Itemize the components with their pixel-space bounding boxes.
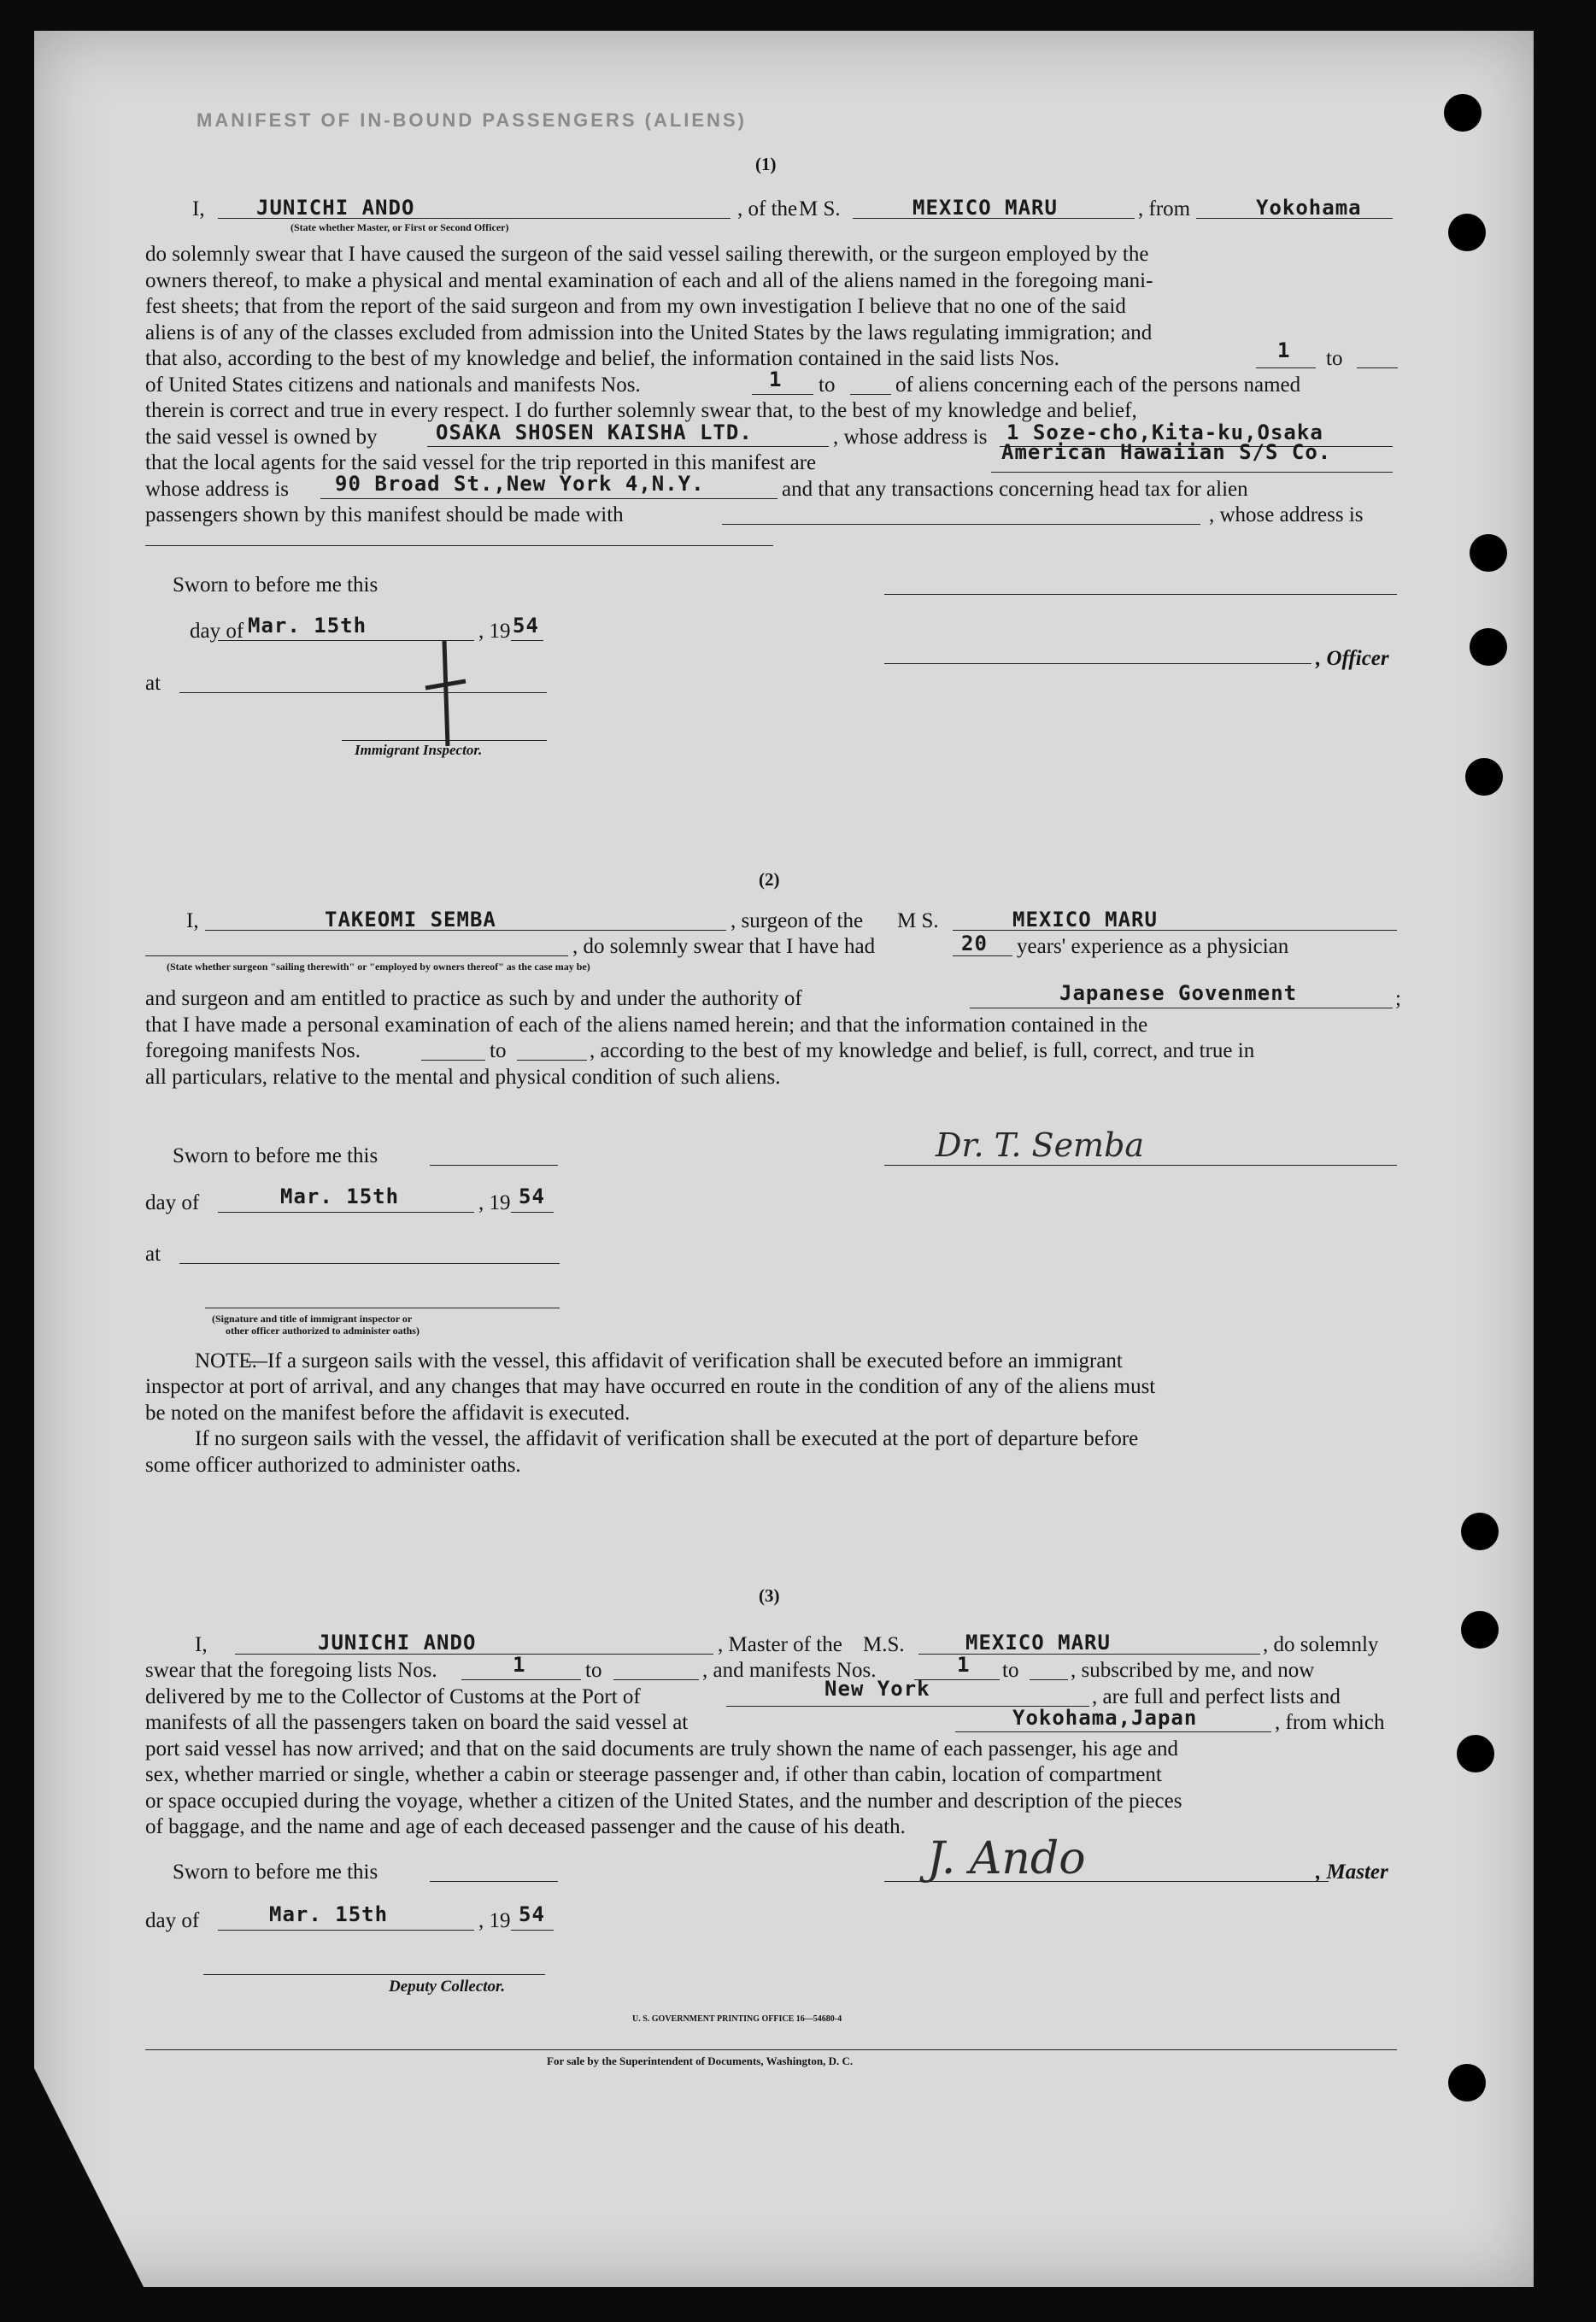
text: whose address is — [145, 478, 290, 501]
vessel-name: MEXICO MARU — [912, 196, 1058, 220]
blank-line — [613, 1679, 699, 1680]
text: day of — [145, 1191, 200, 1214]
blank-line — [850, 394, 891, 395]
blank-line — [320, 498, 777, 499]
punch-hole — [1461, 1611, 1499, 1649]
surgeon-signature: Dr. T. Semba — [936, 1126, 1145, 1164]
text: fest sheets; that from the report of the said surgeon and from my own investigation I believe that no one of the said — [145, 295, 1126, 318]
header-stamp: MANIFEST OF IN-BOUND PASSENGERS (ALIENS) — [197, 109, 747, 131]
text: M S. — [799, 197, 841, 220]
text: to — [585, 1659, 602, 1682]
years-experience: 20 — [961, 932, 988, 955]
note-label: NOTE. — [195, 1349, 257, 1373]
blank-line — [955, 1731, 1271, 1732]
text: the said vessel is owned by — [145, 426, 378, 449]
text: , subscribed by me, and now — [1071, 1659, 1315, 1682]
text: that also, according to the best of my knowledge and belief, the information contained in the said lists Nos. — [145, 347, 1059, 370]
owner-address: 1 Soze-cho,Kita-ku,Osaka — [1006, 420, 1323, 444]
text: of aliens concerning each of the persons named — [895, 373, 1301, 397]
text: ; — [1395, 987, 1401, 1010]
field-note: (State whether Master, or First or Second Officer) — [290, 221, 509, 233]
sworn-date: Mar. 15th — [280, 1185, 400, 1208]
blank-line — [421, 1060, 485, 1061]
sworn-year: 54 — [519, 1185, 545, 1208]
signature-line — [884, 1165, 1397, 1166]
for-sale-note: For sale by the Superintendent of Documents, Washington, D. C. — [547, 2055, 854, 2067]
punch-hole — [1461, 1513, 1499, 1550]
note-text: some officer authorized to administer oaths. — [145, 1454, 521, 1477]
blank-line — [752, 394, 813, 395]
text: owners thereof, to make a physical and mental examination of each and all of the aliens named in the foregoing mani- — [145, 269, 1153, 292]
text: at — [145, 1243, 161, 1266]
section-number: (1) — [755, 154, 777, 174]
note-text: be noted on the manifest before the affidavit is executed. — [145, 1402, 631, 1425]
sworn-date: Mar. 15th — [248, 614, 367, 638]
deputy-label: Deputy Collector. — [389, 1978, 506, 1996]
signature-line — [342, 740, 547, 741]
text: port said vessel has now arrived; and that on the said documents are truly shown the name of each passenger, his age and — [145, 1737, 1179, 1761]
sworn-year: 54 — [513, 614, 539, 638]
text: I, — [195, 1633, 208, 1656]
signature-line — [884, 594, 1397, 595]
text: at — [145, 672, 161, 695]
text: that the local agents for the said vessel for the trip reported in this manifest are — [145, 451, 817, 474]
text: , according to the best of my knowledge and belief, is full, correct, and true in — [590, 1039, 1255, 1062]
punch-hole — [1448, 2064, 1486, 2102]
agent-address: 90 Broad St.,New York 4,N.Y. — [335, 472, 705, 496]
text: and that any transactions concerning head tax for alien — [782, 478, 1248, 501]
master-label: , Master — [1316, 1861, 1388, 1884]
lists-number: 1 — [513, 1653, 526, 1677]
text: , do solemnly — [1263, 1633, 1379, 1656]
blank-line — [218, 1930, 474, 1931]
section-number: (2) — [759, 869, 780, 890]
master-signature: J. Ando — [927, 1833, 1086, 1884]
note-text: —If a surgeon sails with the vessel, this affidavit of verification shall be executed before an immigrant — [246, 1349, 1123, 1373]
text: years' experience as a physician — [1017, 935, 1289, 958]
text: to — [490, 1039, 507, 1062]
text: therein is correct and true in every respect. I do further solemnly swear that, to the best of my knowledge and belief, — [145, 399, 1137, 422]
punch-hole — [1457, 1735, 1494, 1772]
text: I, — [192, 197, 205, 220]
text: , whose address is — [833, 426, 988, 449]
departure-port: Yokohama — [1256, 196, 1362, 220]
blank-line — [511, 1930, 554, 1931]
punch-hole — [1470, 628, 1507, 666]
blank-line — [991, 472, 1393, 473]
text: or space occupied during the voyage, whether a citizen of the United States, and the number and description of the pieces — [145, 1790, 1182, 1813]
inspector-cross-mark — [419, 637, 470, 752]
blank-line — [179, 1263, 560, 1264]
signature-line — [884, 663, 1311, 664]
blank-line — [461, 1679, 581, 1680]
sworn-year: 54 — [519, 1902, 545, 1926]
master-name: JUNICHI ANDO — [256, 196, 415, 220]
text: that I have made a personal examination of each of the aliens named herein; and that the information contained in the — [145, 1014, 1148, 1037]
section-number: (3) — [759, 1585, 780, 1606]
folded-corner — [34, 2068, 145, 2290]
field-note: (State whether surgeon "sailing therewith" or "employed by owners thereof" as the case may be) — [167, 961, 590, 973]
text: , from which — [1275, 1711, 1385, 1734]
text: , do solemnly swear that I have had — [572, 935, 876, 958]
blank-line — [430, 1165, 558, 1166]
text: of United States citizens and nationals and manifests Nos. — [145, 373, 641, 397]
blank-line — [145, 545, 773, 546]
text: passengers shown by this manifest should be made with — [145, 503, 624, 526]
punch-hole — [1465, 758, 1503, 796]
text: do solemnly swear that I have caused the surgeon of the said vessel sailing therewith, or the surgeon employed by the — [145, 243, 1149, 266]
punch-hole — [1470, 534, 1507, 572]
text: M.S. — [863, 1633, 905, 1656]
officer-label: , Officer — [1316, 647, 1389, 670]
punch-hole — [1444, 94, 1482, 132]
vessel-name: MEXICO MARU — [1012, 908, 1158, 932]
text: M S. — [897, 909, 939, 932]
text: swear that the foregoing lists Nos. — [145, 1659, 437, 1682]
blank-line — [218, 1212, 474, 1213]
arrival-port: New York — [824, 1677, 930, 1701]
text: , from — [1138, 197, 1191, 220]
text: day of — [190, 620, 244, 643]
text: to — [819, 373, 836, 397]
text: I, — [186, 909, 199, 932]
blank-line — [179, 692, 547, 693]
sworn-date: Mar. 15th — [269, 1902, 389, 1926]
blank-line — [511, 640, 543, 641]
inspector-label: Immigrant Inspector. — [355, 742, 483, 758]
text: , 19 — [478, 1191, 511, 1214]
text: Sworn to before me this — [173, 1861, 378, 1884]
blank-line — [517, 1060, 587, 1061]
authority: Japanese Govenment — [1059, 981, 1298, 1005]
text: Sworn to before me this — [173, 573, 378, 597]
text: , and manifests Nos. — [702, 1659, 877, 1682]
text: , Master of the — [718, 1633, 842, 1656]
text: of baggage, and the name and age of each deceased passenger and the cause of his death. — [145, 1815, 906, 1838]
master-name: JUNICHI ANDO — [318, 1631, 477, 1655]
text: aliens is of any of the classes excluded from admission into the United States by the laws regulating immigration; and — [145, 321, 1153, 344]
blank-line — [1256, 367, 1316, 368]
text: manifests of all the passengers taken on board the said vessel at — [145, 1711, 689, 1734]
blank-line — [1030, 1679, 1068, 1680]
text: , 19 — [478, 620, 511, 643]
note-text: inspector at port of arrival, and any changes that may have occurred en route in the condition of any of the aliens must — [145, 1375, 1156, 1398]
text: , are full and perfect lists and — [1092, 1685, 1341, 1708]
text: day of — [145, 1909, 200, 1932]
text: , 19 — [478, 1909, 511, 1932]
blank-line — [722, 524, 1200, 525]
text: and surgeon and am entitled to practice as such by and under the authority of — [145, 987, 802, 1010]
surgeon-name: TAKEOMI SEMBA — [325, 908, 496, 932]
text: delivered by me to the Collector of Customs at the Port of — [145, 1685, 641, 1708]
field-note: other officer authorized to administer oaths) — [226, 1325, 420, 1337]
local-agents: American Hawaiian S/S Co. — [1001, 440, 1332, 464]
text: , of the — [737, 197, 798, 220]
text: , surgeon of the — [731, 909, 864, 932]
footer-rule — [145, 2049, 1397, 2050]
text: to — [1326, 347, 1343, 370]
punch-hole — [1448, 214, 1486, 251]
note-text: If no surgeon sails with the vessel, the affidavit of verification shall be executed at the port of departure before — [195, 1427, 1139, 1450]
blank-line — [953, 955, 1012, 956]
signature-line — [203, 1974, 545, 1975]
text: all particulars, relative to the mental and physical condition of such aliens. — [145, 1066, 781, 1089]
text: , whose address is — [1209, 503, 1364, 526]
blank-line — [511, 1212, 554, 1213]
text: sex, whether married or single, whether a cabin or steerage passenger and, if other than cabin, location of compartment — [145, 1763, 1162, 1786]
vessel-owner: OSAKA SHOSEN KAISHA LTD. — [436, 420, 753, 444]
blank-line — [1357, 367, 1398, 368]
text: Sworn to before me this — [173, 1144, 378, 1167]
printing-office: U. S. GOVERNMENT PRINTING OFFICE 16—54680-4 — [632, 2014, 842, 2024]
manifest-number: 1 — [957, 1653, 971, 1677]
blank-line — [145, 955, 568, 956]
lists-number: 1 — [1277, 338, 1291, 362]
field-note: (Signature and title of immigrant inspector or — [212, 1313, 413, 1325]
vessel-name: MEXICO MARU — [965, 1631, 1111, 1655]
manifest-number: 1 — [769, 367, 783, 391]
text: foregoing manifests Nos. — [145, 1039, 361, 1062]
departure-port: Yokohama,Japan — [1012, 1706, 1198, 1730]
blank-line — [427, 446, 829, 447]
text: to — [1002, 1659, 1019, 1682]
blank-line — [430, 1881, 558, 1882]
